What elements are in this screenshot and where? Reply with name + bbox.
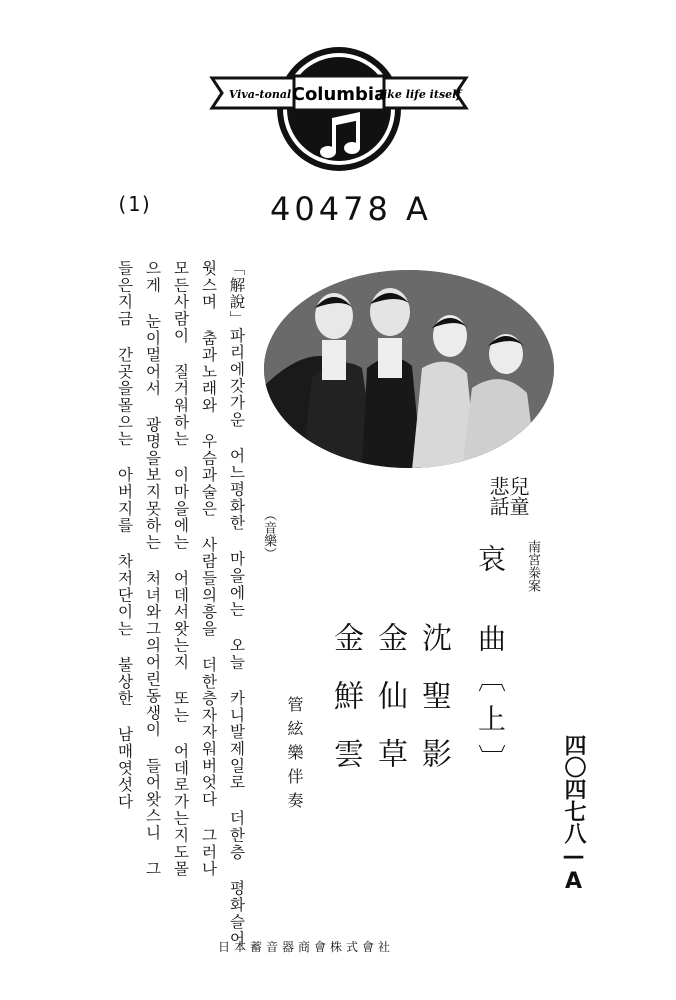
logo-right-tagline: like life itself — [378, 88, 462, 101]
body-column-2: 웟스며 춤과노래와 우슴과술은 사람들의흥을 더한층자자워버엇다 그러나 — [199, 260, 218, 878]
performer-3: 金鮮雲 — [328, 622, 363, 796]
accompaniment: 管絃樂伴奏 — [285, 696, 304, 816]
label-number: 四〇四七八—A — [561, 734, 586, 894]
performers-photo — [262, 268, 556, 470]
body-column-1: 「解說」파리에갓가운 어느평화한 마을에는 오늘 카니발제일로 더한층 평화슬어 — [227, 260, 246, 947]
genre-line-1: 兒童 — [506, 476, 530, 516]
catalog-number: 40478 A — [270, 190, 432, 228]
genre-label — [484, 476, 528, 516]
publisher-footer: 日本蓄音器商會株式會社 — [218, 940, 395, 954]
music-note: （音樂） — [261, 508, 276, 560]
side-number: (1) — [116, 192, 153, 216]
body-column-3: 모든사람이 질거워하는 이마을에는 어데서왓는지 또는 어데로가는지도몰 — [171, 260, 190, 878]
arranger: 南宮桊案 — [525, 540, 540, 592]
columbia-logo — [208, 44, 470, 174]
logo-brand: Columbia — [291, 84, 387, 105]
logo-left-tagline: Viva-tonal — [228, 88, 292, 101]
song-title: 哀 曲〔上〕 — [474, 544, 507, 784]
performer-1: 沈聖影 — [416, 622, 451, 796]
genre-line-2: 悲話 — [486, 476, 510, 516]
body-column-5: 들은지금 간곳을몰으는 아버지를 차저단이는 불상한 남매엿섯다 — [115, 260, 134, 811]
body-column-4: 으게 눈이멀어서 광명을보지못하는 처녀와그의어린동생이 들어왓스니 그 — [143, 260, 162, 878]
performer-2: 金仙草 — [372, 622, 407, 796]
